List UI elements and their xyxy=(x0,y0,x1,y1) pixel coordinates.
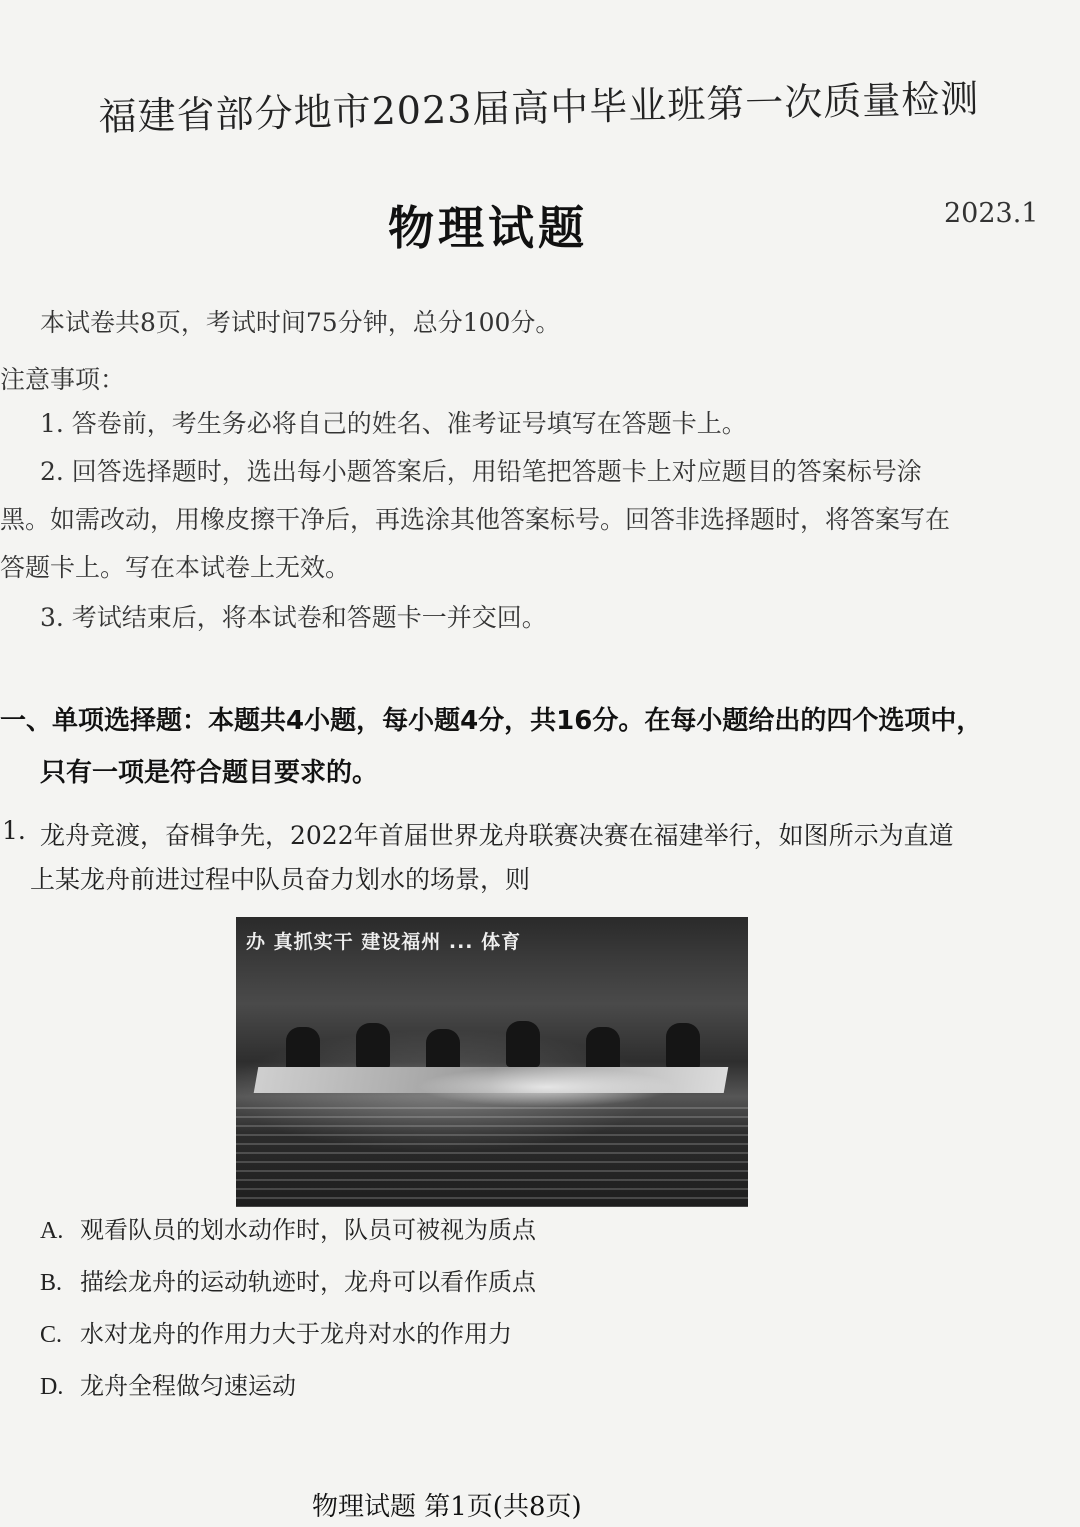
option-letter: D. xyxy=(40,1374,64,1400)
option-text: 观看队员的划水动作时，队员可被视为质点 xyxy=(80,1216,536,1244)
page-footer: 物理试题 第1页(共8页) xyxy=(312,1492,582,1522)
option-letter: A. xyxy=(40,1218,64,1244)
option-letter: B. xyxy=(40,1270,63,1296)
option-a[interactable] xyxy=(40,1210,536,1245)
notice-heading: 注意事项： xyxy=(0,365,126,394)
photo-banner-text: 办 真抓实干 建设福州 ... 体育 xyxy=(246,931,522,953)
water-surface xyxy=(236,1107,748,1207)
notice-line: 2. 回答选择题时，选出每小题答案后，用铅笔把答题卡上对应题目的答案标号涂 xyxy=(40,457,922,486)
option-b[interactable] xyxy=(40,1262,536,1297)
exam-date: 2023.1 xyxy=(944,198,1039,229)
question-1-stem: 龙舟竞渡，奋楫争先，2022年首届世界龙舟联赛决赛在福建举行，如图所示为直道 xyxy=(40,821,954,850)
dragon-boat-photo xyxy=(236,917,748,1207)
option-letter: C. xyxy=(40,1322,63,1348)
paper-title: 物理试题 xyxy=(388,201,588,255)
option-d[interactable] xyxy=(40,1366,296,1401)
option-text: 水对龙舟的作用力大于龙舟对水的作用力 xyxy=(80,1320,512,1348)
exam-header-title: 福建省部分地市2023届高中毕业班第一次质量检测 xyxy=(98,76,980,139)
exam-intro: 本试卷共8页，考试时间75分钟，总分100分。 xyxy=(40,308,561,337)
section-heading-cont: 只有一项是符合题目要求的。 xyxy=(40,758,379,788)
question-1-number: 1. xyxy=(2,816,26,845)
option-c[interactable] xyxy=(40,1314,512,1349)
notice-line: 答题卡上。写在本试卷上无效。 xyxy=(0,553,351,582)
section-heading: 一、单项选择题：本题共4小题，每小题4分，共16分。在每小题给出的四个选项中， xyxy=(0,706,983,736)
option-text: 描绘龙舟的运动轨迹时，龙舟可以看作质点 xyxy=(80,1268,536,1296)
notice-line: 1. 答卷前，考生务必将自己的姓名、准考证号填写在答题卡上。 xyxy=(40,409,747,438)
notice-line: 黑。如需改动，用橡皮擦干净后，再选涂其他答案标号。回答非选择题时，将答案写在 xyxy=(0,505,951,534)
question-1-stem-cont: 上某龙舟前进过程中队员奋力划水的场景，则 xyxy=(30,865,531,894)
water-splash xyxy=(416,1067,676,1107)
notice-line: 3. 考试结束后，将本试卷和答题卡一并交回。 xyxy=(40,603,547,632)
option-text: 龙舟全程做匀速运动 xyxy=(80,1372,296,1400)
